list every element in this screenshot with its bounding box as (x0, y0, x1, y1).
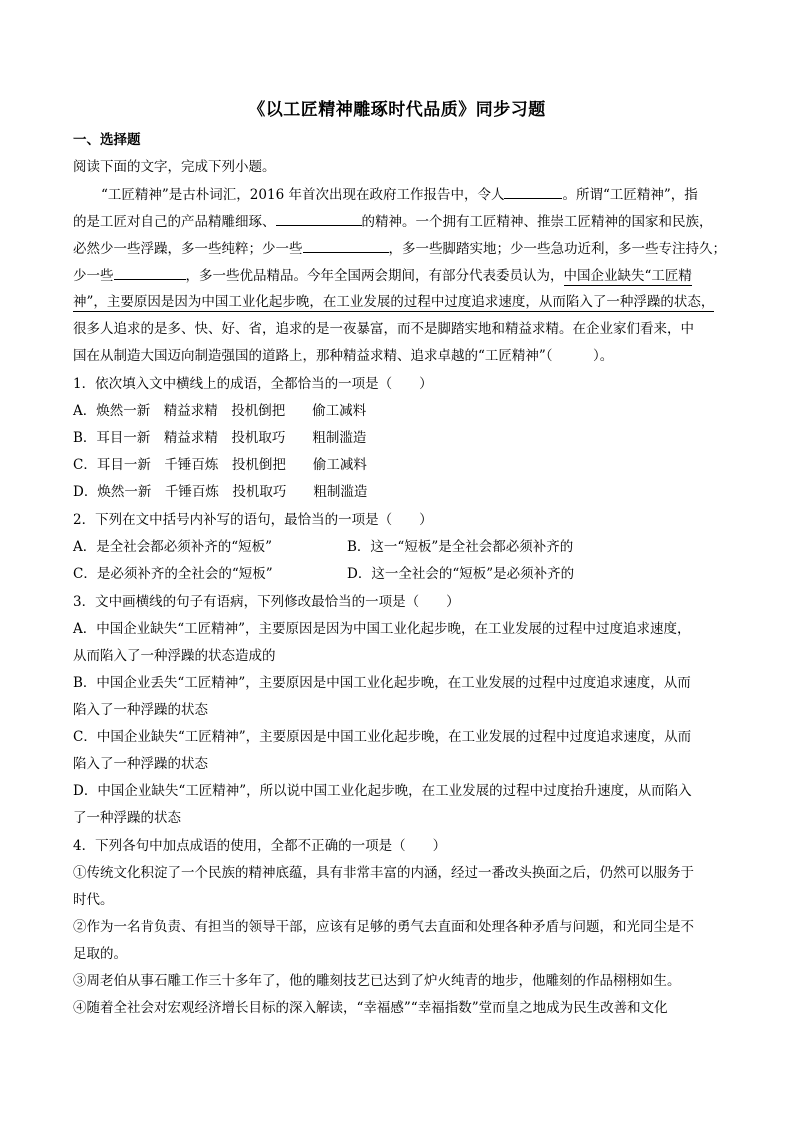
instruction-text: 阅读下面的文字，完成下列小题。 (73, 159, 276, 175)
question-3-stem: 3．文中画横线的句子有语病，下列修改最恰当的一项是（ ） (73, 594, 460, 610)
fill-blank-1 (504, 184, 562, 199)
question-4-sentence-4: ④随着全社会对宏观经济增长目标的深入解读，“幸福感”“幸福指数”堂而皇之地成为民生改善和文化 (73, 1000, 668, 1016)
question-3-option-a-line-2: 从而陷入了一种浮躁的状态造成的 (73, 648, 276, 664)
question-3-option-b-line-1: B．中国企业丢失“工匠精神”，主要原因是中国工业化起步晚，在工业发展的过程中过度追求速度，从而 (73, 675, 691, 691)
fill-blank-3 (303, 238, 389, 253)
question-2-option-a: A．是全社会都必须补齐的“短板” (73, 539, 273, 555)
question-2-stem: 2．下列在文中括号内补写的语句，最恰当的一项是（ ） (73, 512, 433, 528)
question-4-sentence-2-line-2: 足取的。 (73, 946, 127, 962)
underlined-sentence-end: 神”，主要原因是因为中国工业化起步晚，在工业发展的过程中过度追求速度，从而陷入了一种浮躁的状态， (73, 294, 715, 310)
question-1-option-b: B．耳目一新 精益求精 投机取巧 粗制滥造 (73, 430, 367, 446)
question-4-sentence-1-line-1: ①传统文化积淀了一个民族的精神底蕴，具有非常丰富的内涵，经过一番改头换面之后，仍然可以服务于 (73, 865, 694, 881)
question-3-option-b-line-2: 陷入了一种浮躁的状态 (73, 702, 208, 718)
question-4-stem: 4．下列各句中加点成语的使用，全都不正确的一项是（ ） (73, 838, 447, 854)
question-1-option-c: C．耳目一新 千锤百炼 投机倒把 偷工减料 (73, 457, 367, 473)
question-2-option-b: B．这一“短板”是全社会都必须补齐的 (347, 539, 574, 555)
passage-line-5 (73, 292, 714, 312)
question-1-option-d: D．焕然一新 千锤百炼 投机取巧 粗制滥造 (73, 484, 368, 500)
underlined-sentence-start: 中国企业缺失“工匠精 (563, 268, 692, 284)
passage-line-6: 很多人追求的是多、快、好、省，追求的是一夜暴富，而不是脚踏实地和精益求精。在企业家们看来，中 (73, 321, 694, 337)
document-title: 《以工匠精神雕琢时代品质》同步习题 (248, 100, 546, 120)
question-1-option-a: A．焕然一新 精益求精 投机倒把 偷工减料 (73, 403, 367, 419)
question-1-stem: 1．依次填入文中横线上的成语，全都恰当的一项是（ ） (73, 376, 433, 392)
question-2-option-d: D．这一全社会的“短板”是必须补齐的 (347, 566, 575, 582)
question-4-sentence-1-line-2: 时代。 (73, 892, 114, 908)
passage-line-7: 国在从制造大国迈向制造强国的道路上，那种精益求精、追求卓越的“工匠精神”（ ）。 (73, 348, 614, 364)
question-3-option-c-line-2: 陷入了一种浮躁的状态 (73, 756, 208, 772)
fill-blank-4 (114, 265, 186, 280)
passage-line-2: 的是工匠对自己的产品精雕细琢、 的精神。一个拥有工匠精神、推崇工匠精神的国家和民族， (73, 211, 713, 232)
passage-line-4: 少一些 ，多一些优品精品。今年全国两会期间，有部分代表委员认为，中国企业缺失“工匠精 (73, 265, 692, 286)
passage-line-1: “工匠精神”是古朴词汇，2016 年首次出现在政府工作报告中，令人 。所谓“工匠精神”，指 (101, 184, 698, 205)
section-heading: 一、选择题 (73, 132, 141, 148)
question-4-sentence-2-line-1: ②作为一名肯负责、有担当的领导干部，应该有足够的勇气去直面和处理各种矛盾与问题，和光同尘是不 (73, 919, 694, 935)
question-2-option-c: C．是必须补齐的全社会的“短板” (73, 566, 273, 582)
passage-line-3: 必然少一些浮躁，多一些纯粹；少一些 ，多一些脚踏实地；少一些急功近利，多一些专注持久； (73, 238, 726, 259)
question-3-option-a-line-1: A．中国企业缺失“工匠精神”，主要原因是因为中国工业化起步晚，在工业发展的过程中过度追求速度， (73, 621, 691, 637)
question-3-option-c-line-1: C．中国企业缺失“工匠精神”，主要原因是中国工业化起步晚，在工业发展的过程中过度追求速度，从而 (73, 729, 692, 745)
question-3-option-d-line-1: D．中国企业缺失“工匠精神”，所以说中国工业化起步晚，在工业发展的过程中过度抬升速度，从而陷入 (73, 783, 692, 799)
question-3-option-d-line-2: 了一种浮躁的状态 (73, 810, 181, 826)
fill-blank-2 (276, 211, 362, 226)
question-4-sentence-3: ③周老伯从事石雕工作三十多年了，他的雕刻技艺已达到了炉火纯青的地步，他雕刻的作品栩栩如生。 (73, 973, 681, 989)
